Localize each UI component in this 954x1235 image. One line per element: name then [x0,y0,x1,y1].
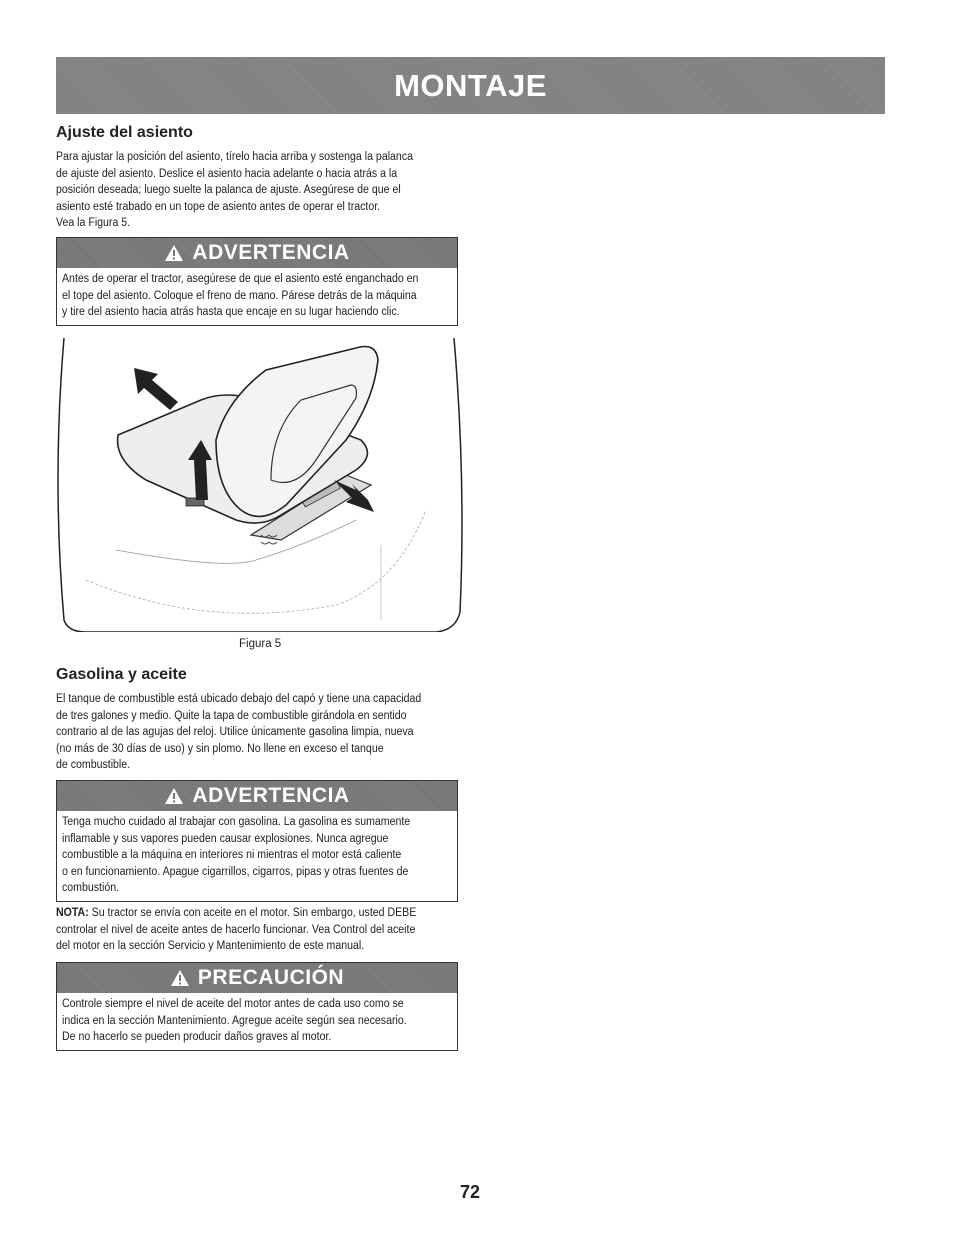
seat-paragraph: Para ajustar la posición del asiento, tírelo hacia arriba y sostenga la palanca de ajuste del asiento. Deslice el asiento hacia adelante o hacia atrás a la posición deseada; luego suelte la palanca de ajuste. Asegúrese de que el asiento esté trabado en un tope de asiento antes de operar el tractor. Vea la Figura 5. [56,151,414,229]
note-label: NOTA: [56,907,89,919]
seat-heading: Ajuste del asiento [56,124,193,141]
warning-header [57,781,457,811]
warning-box-fuel [56,780,458,902]
warning-body: Tenga mucho cuidado al trabajar con gasolina. La gasolina es sumamente inflamable y sus vapores pueden causar explosiones. Nunca agregue combustible a la máquina en interiores ni mientras el motor está caliente o en funcionamiento. Apague cigarrillos, cigarros, pipas y otras fuentes de combustión. [62,816,411,894]
caution-header [57,963,457,993]
caution-label: PRECAUCIÓN [197,966,345,989]
page-number: 72 [460,1182,481,1202]
seat-figure [56,330,463,632]
warning-header [57,238,457,268]
warning-label: ADVERTENCIA [192,784,350,807]
seat-section [56,124,461,232]
warning-triangle-icon [170,969,190,987]
warning-body: Antes de operar el tractor, asegúrese de que el asiento esté enganchado en el tope del asiento. Coloque el freno de mano. Párese detrás de la máquina y tire del asiento hacia atrás hasta que encaje en su lugar haciendo clic. [62,273,419,318]
figure-caption: Figura 5 [239,638,282,650]
banner-title: MONTAJE [394,67,547,103]
caution-body: Controle siempre el nivel de aceite del motor antes de cada uso como se indica en la sección Mantenimiento. Agregue aceite según sea necesario. De no hacerlo se pueden producir daños graves al motor. [62,998,407,1043]
warning-triangle-icon [164,244,184,262]
fuel-heading: Gasolina y aceite [56,666,187,683]
fuel-section [56,666,461,774]
seat-illustration [56,330,463,632]
caution-box [56,962,458,1051]
warning-label: ADVERTENCIA [192,241,350,264]
fuel-paragraph: El tanque de combustible está ubicado debajo del capó y tiene una capacidad de tres galones y medio. Quite la tapa de combustible girándola en sentido contrario al de las agujas del reloj. Utilice únicamente gasolina limpia, nueva (no más de 30 días de uso) y sin plomo. No llene en exceso el tanque de combustible. [56,693,422,771]
warning-box-seat [56,237,458,326]
note-section [56,905,461,955]
note-paragraph: NOTA: Su tractor se envía con aceite en el motor. Sin embargo, usted DEBE controlar el nivel de aceite antes de hacerlo funcionar. Vea Control del aceite del motor en la sección Servicio y Mantenimiento de este manual. [56,907,417,952]
warning-triangle-icon [164,787,184,805]
section-banner [56,57,885,114]
